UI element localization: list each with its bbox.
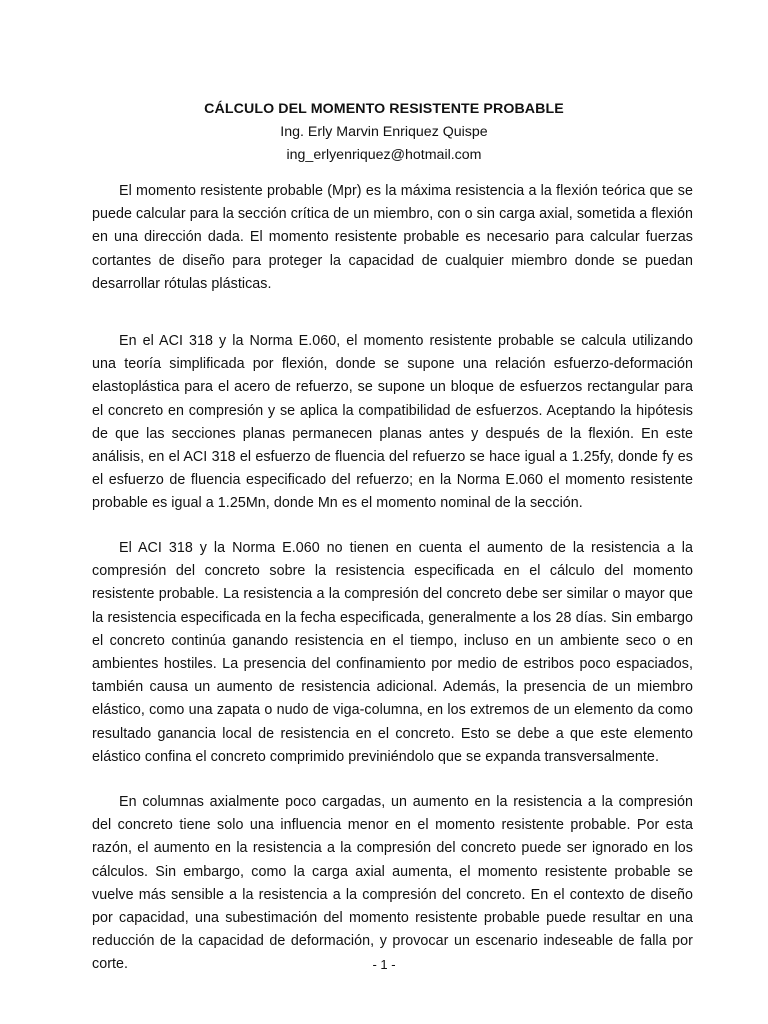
document-title: CÁLCULO DEL MOMENTO RESISTENTE PROBABLE [204,101,564,117]
page-number: - 1 - [372,957,396,972]
paragraph-2: En el ACI 318 y la Norma E.060, el momento resistente probable se calcula utilizando una teoría simplificada por flexión, donde se supone una relación esfuerzo-deformación elastoplástica para el acero de refuerzo, se supone un bloque de esfuerzos rectangular para el concreto en compresión y se aplica la compatibilidad de esfuerzos. Aceptando la hipótesis de que las secciones planas permanecen planas antes y después de la flexión. En este análisis, en el ACI 318 el esfuerzo de fluencia del refuerzo se hace igual a 1.25fy, donde fy es el esfuerzo de fluencia especificado del refuerzo; en la Norma E.060 el momento resistente probable es igual a 1.25Mn, donde Mn es el momento nominal de la sección. [92,333,693,512]
author-email: ing_erlyenriquez@hotmail.com [286,147,482,163]
paragraph-4: En columnas axialmente poco cargadas, un aumento en la resistencia a la compresión del concreto tiene solo una influencia menor en el momento resistente probable. Por esta razón, el aumento en la resistencia a la compresión del concreto puede ser ignorado en los cálculos. Sin embargo, como la carga axial aumenta, el momento resistente probable se vuelve más sensible a la resistencia a la compresión del concreto. En el contexto de diseño por capacidad, una subestimación del momento resistente probable puede resultar en una reducción de la capacidad de deformación, y provocar un escenario indeseable de falla por corte. [92,794,693,973]
paragraph-3: El ACI 318 y la Norma E.060 no tienen en cuenta el aumento de la resistencia a la compresión del concreto sobre la resistencia especificada en el cálculo del momento resistente probable. La resistencia a la compresión del concreto debe ser similar o mayor que la resistencia especificada en la fecha especificada, generalmente a los 28 días. Sin embargo el concreto continúa ganando resistencia en el tiempo, incluso en un ambiente seco o en ambientes hostiles. La presencia del confinamiento por medio de estribos poco espaciados, también causa un aumento de resistencia adicional. Además, la presencia de un miembro elástico, como una zapata o nudo de viga-columna, en los extremos de un elemento da como resultado ganancia local de resistencia en el concreto. Esto se debe a que este elemento elástico confina el concreto comprimido previniéndolo que se expanda transversalmente. [92,540,693,765]
paragraph-1: El momento resistente probable (Mpr) es la máxima resistencia a la flexión teórica que se puede calcular para la sección crítica de un miembro, con o sin carga axial, sometida a flexión en una dirección dada. El momento resistente probable es necesario para calcular fuerzas cortantes de diseño para proteger la capacidad de cualquier miembro donde se puedan desarrollar rótulas plásticas. [92,183,693,292]
author-name: Ing. Erly Marvin Enriquez Quispe [280,124,488,140]
